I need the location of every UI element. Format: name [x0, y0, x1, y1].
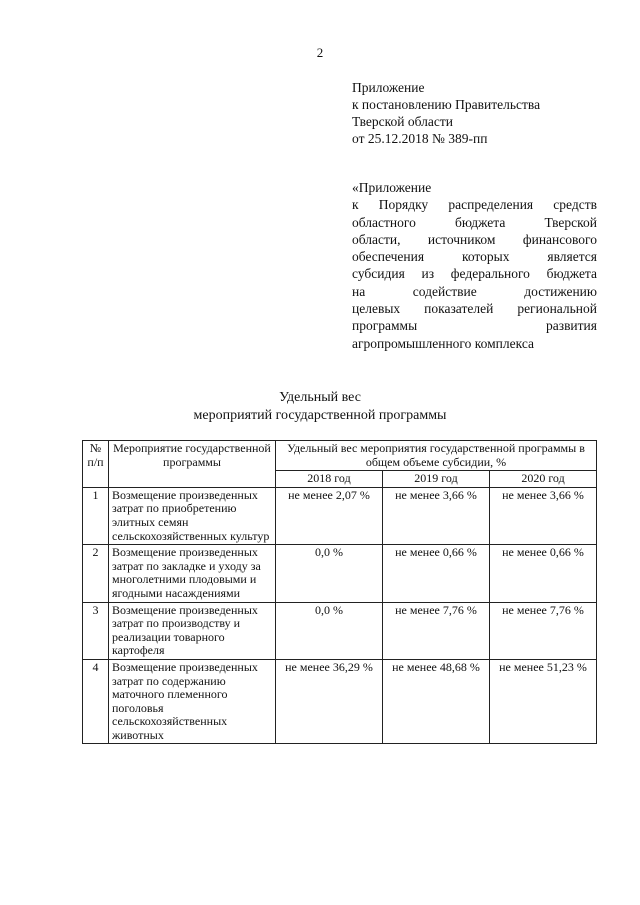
row-value: не менее 48,68 % — [383, 659, 490, 744]
row-number: 4 — [83, 659, 109, 744]
annex-line: «Приложение — [352, 180, 432, 195]
header-number: № п/п — [83, 441, 109, 488]
row-value: 0,0 % — [276, 602, 383, 659]
table-row — [83, 487, 597, 544]
document-title — [0, 389, 640, 425]
row-value: не менее 3,66 % — [383, 487, 490, 544]
appendix-line: Тверской области — [352, 114, 453, 129]
row-value: не менее 0,66 % — [383, 545, 490, 602]
annex-line: на содействие достижению — [352, 283, 597, 299]
appendix-line: к постановлению Правительства — [352, 97, 541, 112]
row-measure: Возмещение произведенных затрат по приобретению элитных семян сельскохозяйственных культур — [109, 487, 276, 544]
annex-line: субсидия из федерального бюджета — [352, 266, 597, 282]
row-value: не менее 2,07 % — [276, 487, 383, 544]
row-value: не менее 36,29 % — [276, 659, 383, 744]
annex-line: обеспечения которых является — [352, 249, 597, 265]
table-header-row — [83, 441, 597, 471]
row-number: 3 — [83, 602, 109, 659]
table-row — [83, 659, 597, 744]
row-measure: Возмещение произведенных затрат по производству и реализации товарного картофеля — [109, 602, 276, 659]
row-value: не менее 0,66 % — [490, 545, 597, 602]
row-value: не менее 7,76 % — [383, 602, 490, 659]
header-year: 2018 год — [276, 471, 383, 488]
row-value: не менее 3,66 % — [490, 487, 597, 544]
title-line-1: Удельный вес — [279, 390, 361, 405]
header-measure: Мероприятие государственной программы — [109, 441, 276, 488]
page-number: 2 — [316, 45, 324, 60]
row-measure: Возмещение произведенных затрат по закладке и уходу за многолетними плодовыми и ягодными насаждениями — [109, 545, 276, 602]
annex-line: целевых показателей региональной — [352, 301, 597, 317]
row-value: не менее 7,76 % — [490, 602, 597, 659]
table-row — [83, 545, 597, 602]
subsidy-table — [82, 440, 597, 744]
header-share: Удельный вес мероприятия государственной программы в общем объеме субсидии, % — [276, 441, 597, 471]
annex-block — [352, 179, 597, 352]
title-line-2: мероприятий государственной программы — [193, 408, 447, 423]
header-year: 2020 год — [490, 471, 597, 488]
annex-line: области, источником финансового — [352, 231, 597, 247]
header-year: 2019 год — [383, 471, 490, 488]
annex-line: программы развития — [352, 318, 597, 334]
appendix-line: от 25.12.2018 № 389-пп — [352, 131, 488, 146]
row-number: 2 — [83, 545, 109, 602]
row-value: 0,0 % — [276, 545, 383, 602]
annex-line: агропромышленного комплекса — [352, 335, 534, 351]
annex-line: областного бюджета Тверской — [352, 214, 597, 230]
table-row — [83, 602, 597, 659]
appendix-line: Приложение — [352, 80, 425, 95]
appendix-header — [352, 79, 612, 147]
row-number: 1 — [83, 487, 109, 544]
row-measure: Возмещение произведенных затрат по содержанию маточного племенного поголовья сельскохозяйственных животных — [109, 659, 276, 744]
annex-line: к Порядку распределения средств — [352, 197, 597, 213]
row-value: не менее 51,23 % — [490, 659, 597, 744]
